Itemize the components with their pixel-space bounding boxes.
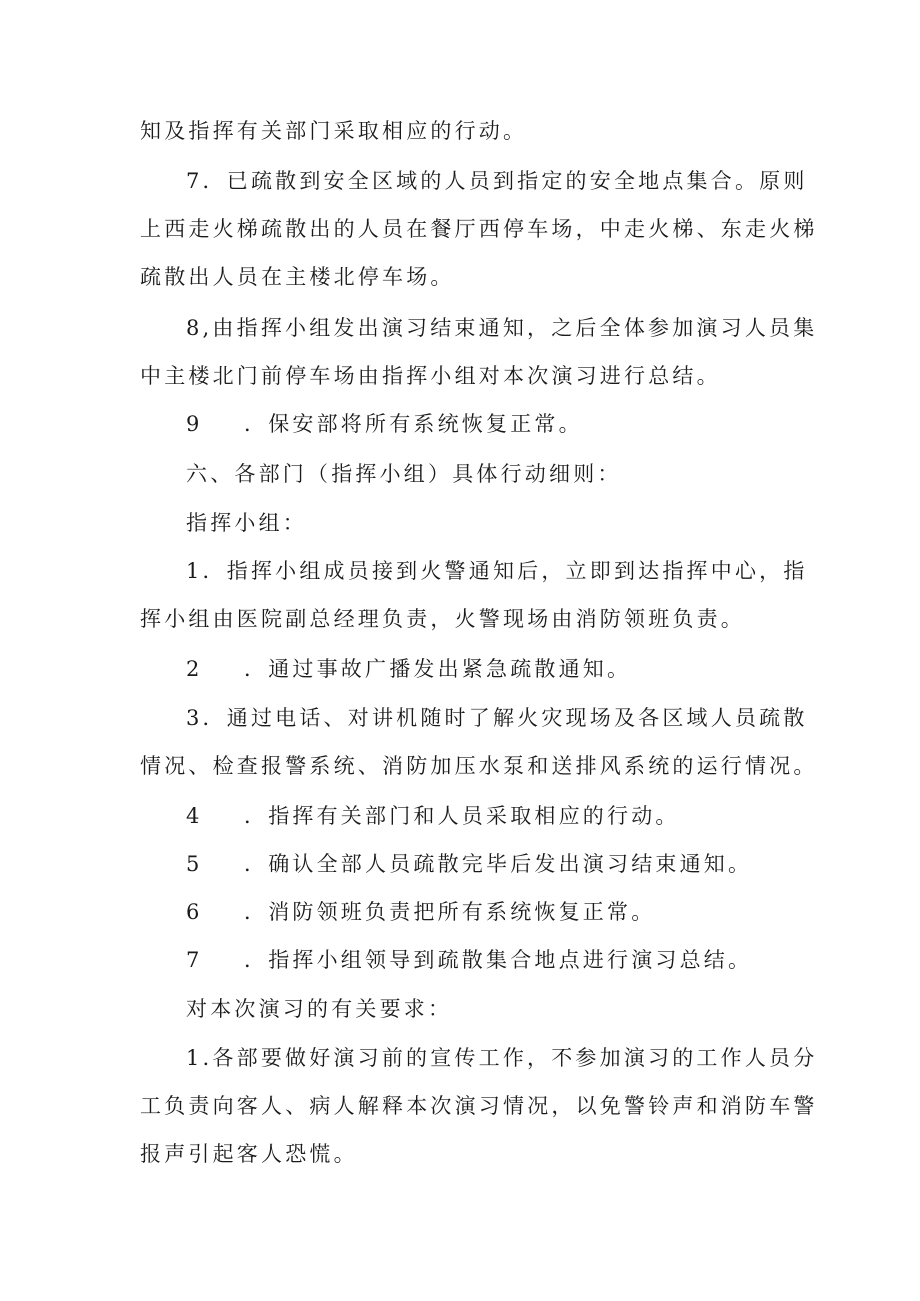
list-item — [186, 654, 846, 684]
subsection-heading: 指挥小组： — [186, 511, 307, 535]
text-line: 工负责向客人、病人解释本次演习情况，以免警铃声和消防车警 — [140, 1094, 818, 1118]
list-item — [186, 409, 846, 439]
item-number: 2 — [186, 657, 203, 681]
item-number: 9 — [186, 412, 203, 436]
paragraph-line: 7．已疏散到安全区域的人员到指定的安全地点集合。原则 — [186, 169, 808, 193]
text-line: 中主楼北门前停车场由指挥小组对本次演习进行总结。 — [140, 364, 721, 388]
text-line: 报声引起客人恐慌。 — [140, 1142, 358, 1166]
paragraph-line: 8,由指挥小组发出演习结束通知，之后全体参加演习人员集 — [186, 316, 818, 340]
list-item — [186, 801, 846, 831]
text-line: 知及指挥有关部门采取相应的行动。 — [140, 119, 528, 143]
item-text: ．保安部将所有系统恢复正常。 — [244, 412, 583, 436]
item-text: ．通过事故广播发出紧急疏散通知。 — [244, 657, 632, 681]
text-line: 疏散出人员在主楼北停车场。 — [140, 265, 455, 289]
section-heading: 六、各部门（指挥小组）具体行动细则： — [186, 462, 622, 486]
item-number: 6 — [186, 900, 203, 924]
item-text: ．指挥小组领导到疏散集合地点进行演习总结。 — [244, 948, 753, 972]
list-item — [186, 849, 846, 879]
text-line: 挥小组由医院副总经理负责，火警现场由消防领班负责。 — [140, 607, 745, 631]
paragraph-line: 3．通过电话、对讲机随时了解火灾现场及各区域人员疏散 — [186, 706, 808, 730]
item-text: ．指挥有关部门和人员采取相应的行动。 — [244, 804, 680, 828]
item-number: 7 — [186, 948, 203, 972]
text-line: 情况、检查报警系统、消防加压水泵和送排风系统的运行情况。 — [140, 754, 818, 778]
item-text: ．消防领班负责把所有系统恢复正常。 — [244, 900, 656, 924]
item-number: 4 — [186, 804, 203, 828]
item-text: ．确认全部人员疏散完毕后发出演习结束通知。 — [244, 852, 753, 876]
text-line: 上西走火梯疏散出的人员在餐厅西停车场，中走火梯、东走火梯 — [140, 217, 818, 241]
paragraph-line: 1.各部要做好演习前的宣传工作，不参加演习的工作人员分 — [186, 1046, 818, 1070]
list-item — [186, 945, 846, 975]
paragraph-line: 1．指挥小组成员接到火警通知后，立即到达指挥中心，指 — [186, 559, 808, 583]
list-item — [186, 897, 846, 927]
item-number: 5 — [186, 852, 203, 876]
subsection-heading: 对本次演习的有关要求： — [186, 997, 453, 1021]
